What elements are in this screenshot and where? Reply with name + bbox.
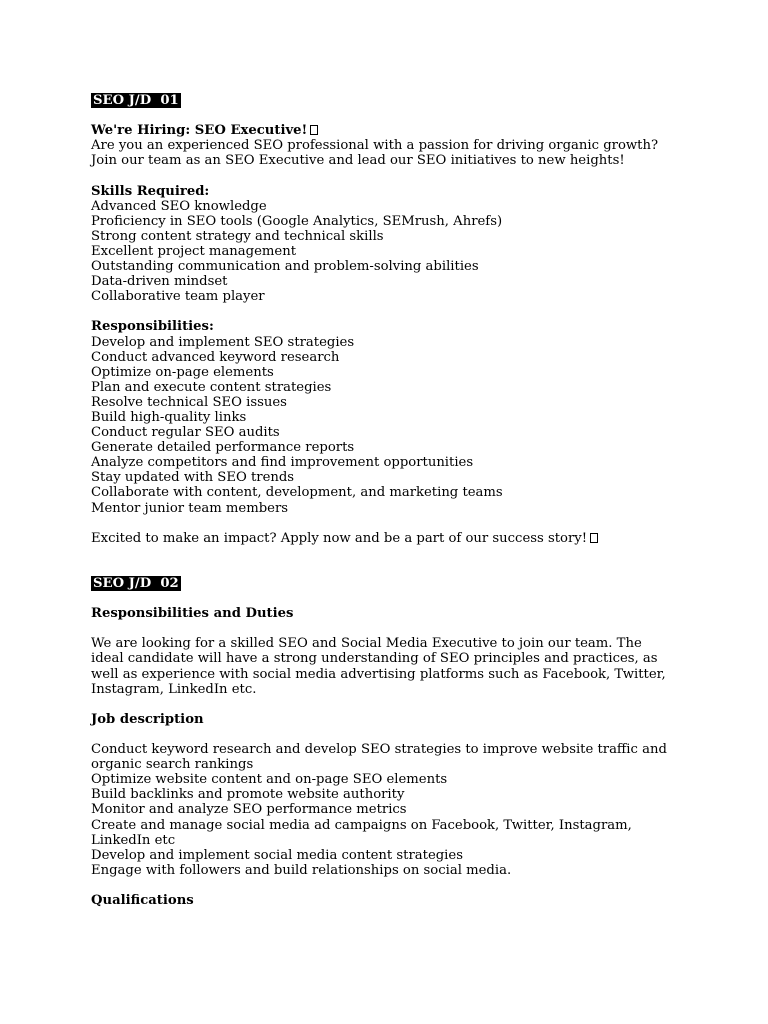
jd1-heading-text: We're Hiring: SEO Executive! bbox=[91, 123, 308, 139]
document-content bbox=[91, 93, 671, 908]
jd1-responsibilities-list bbox=[91, 335, 671, 516]
responsibility-item: Mentor junior team members bbox=[91, 500, 289, 516]
job-item: Create and manage social media ad campaigns on Facebook, Twitter, Instagram, LinkedIn etc bbox=[91, 817, 632, 848]
responsibility-item: Generate detailed performance reports bbox=[91, 440, 355, 456]
jd2-duties-title: Responsibilities and Duties bbox=[91, 606, 294, 622]
job-item: Engage with followers and build relationships on social media. bbox=[91, 862, 512, 878]
jd1-skills-title: Skills Required: bbox=[91, 183, 210, 199]
missing-glyph-icon bbox=[310, 125, 318, 135]
jd2-tag: SEO J/D 02 bbox=[93, 576, 179, 591]
skill-item: Strong content strategy and technical skills bbox=[91, 228, 384, 244]
job-item: Optimize website content and on-page SEO elements bbox=[91, 772, 448, 788]
responsibility-item: Optimize on-page elements bbox=[91, 364, 274, 380]
responsibility-item: Build high-quality links bbox=[91, 409, 247, 425]
skill-item: Excellent project management bbox=[91, 243, 297, 259]
skill-item: Collaborative team player bbox=[91, 289, 265, 305]
jd1-closing bbox=[91, 531, 671, 546]
skill-item: Proficiency in SEO tools (Google Analytics, SEMrush, Ahrefs) bbox=[91, 213, 503, 229]
jd1-closing-text: Excited to make an impact? Apply now and be a part of our success story! bbox=[91, 530, 588, 546]
jd1-responsibilities-title: Responsibilities: bbox=[91, 319, 214, 335]
skill-item: Outstanding communication and problem-solving abilities bbox=[91, 259, 479, 275]
responsibility-item: Stay updated with SEO trends bbox=[91, 470, 295, 486]
jd2-job-description-list bbox=[91, 742, 671, 878]
jd1-intro: Are you an experienced SEO professional with a passion for driving organic growth? Join our team as an SEO Executive and lead our SEO initiatives to new heights! bbox=[91, 138, 663, 169]
jd1-skills-list bbox=[91, 199, 671, 305]
jd1-tag: SEO J/D 01 bbox=[93, 93, 179, 108]
job-item: Monitor and analyze SEO performance metrics bbox=[91, 802, 407, 818]
job-item: Develop and implement social media content strategies bbox=[91, 847, 463, 863]
responsibility-item: Collaborate with content, development, and marketing teams bbox=[91, 485, 503, 501]
jd2-job-description-title: Job description bbox=[91, 711, 204, 727]
responsibility-item: Resolve technical SEO issues bbox=[91, 394, 287, 410]
responsibility-item: Plan and execute content strategies bbox=[91, 379, 332, 395]
job-item: Conduct keyword research and develop SEO strategies to improve website traffic and organic search rankings bbox=[91, 742, 667, 773]
jd1-heading bbox=[91, 123, 671, 138]
skill-item: Data-driven mindset bbox=[91, 274, 228, 290]
responsibility-item: Conduct regular SEO audits bbox=[91, 425, 280, 441]
skill-item: Advanced SEO knowledge bbox=[91, 198, 267, 214]
jd2-qualifications-title: Qualifications bbox=[91, 892, 194, 908]
job-item: Build backlinks and promote website authority bbox=[91, 787, 405, 803]
responsibility-item: Analyze competitors and find improvement opportunities bbox=[91, 455, 474, 471]
responsibility-item: Conduct advanced keyword research bbox=[91, 349, 340, 365]
missing-glyph-icon bbox=[590, 533, 598, 543]
jd2-intro: We are looking for a skilled SEO and Social Media Executive to join our team. The ideal candidate will have a strong understanding of SEO principles and practices, as well as experience with social media advertising platforms such as Facebook, Twitter, Instagram, LinkedIn etc. bbox=[91, 636, 670, 697]
responsibility-item: Develop and implement SEO strategies bbox=[91, 334, 355, 350]
